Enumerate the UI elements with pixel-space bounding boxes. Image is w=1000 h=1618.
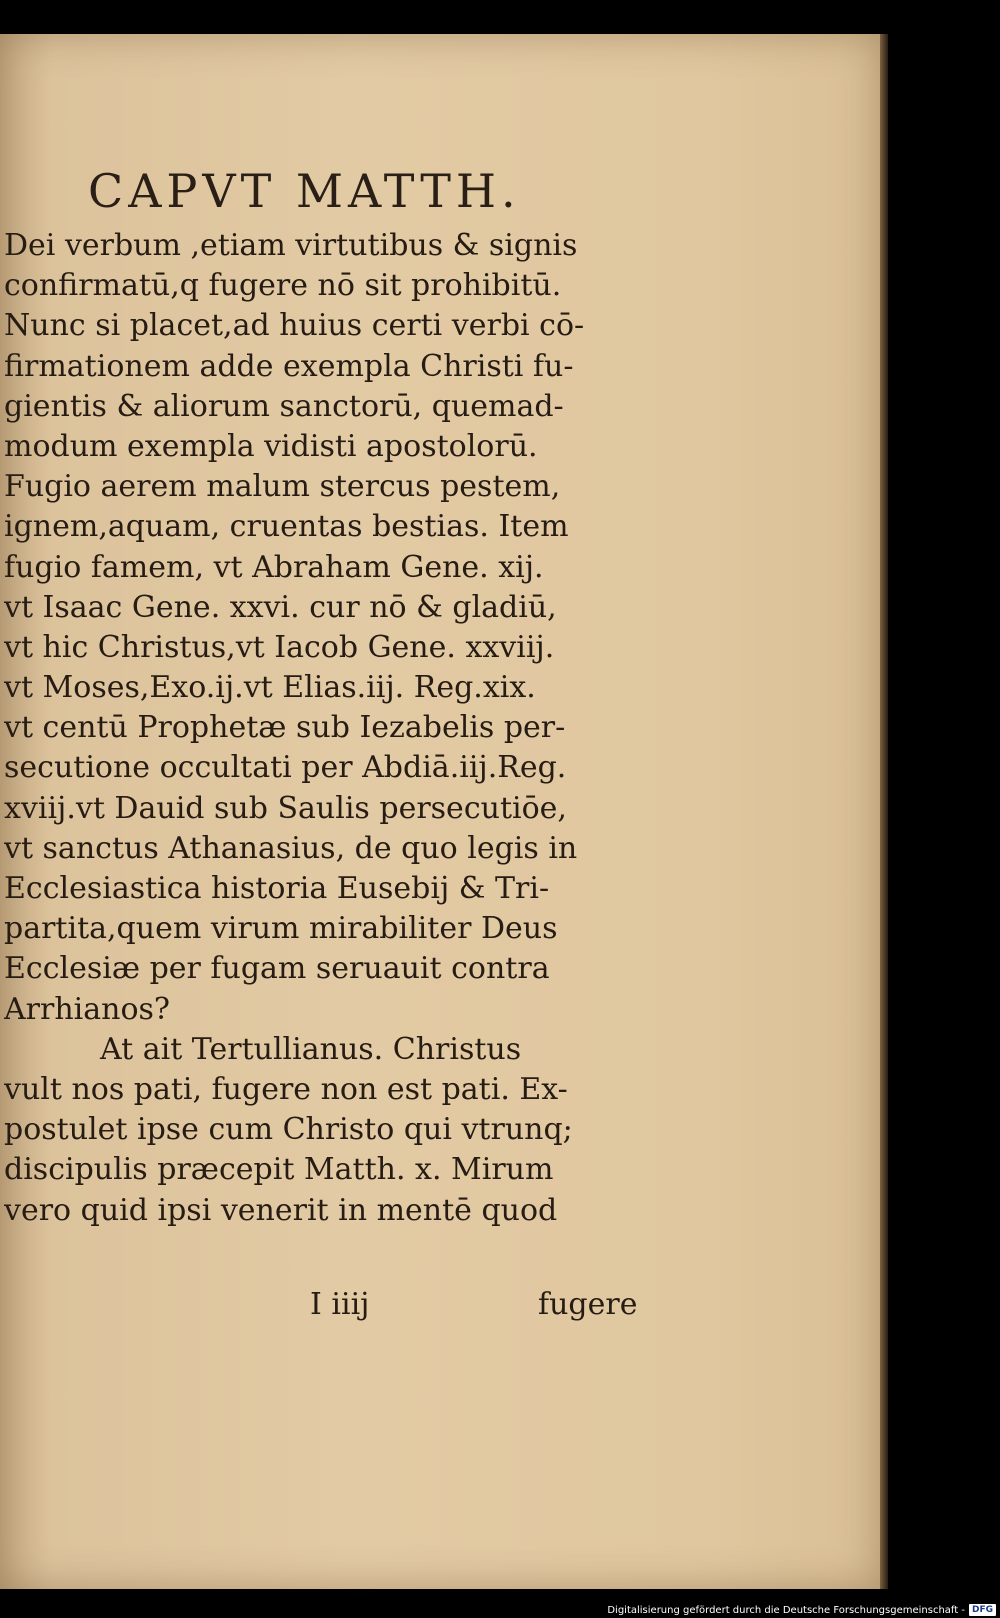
text-line: partita,quem virum mirabiliter Deus: [4, 911, 558, 947]
signature-mark: I iiij: [310, 1287, 370, 1322]
book-page: [0, 34, 880, 1589]
text-line: fugio famem, vt Abraham Gene. xij.: [4, 549, 544, 585]
text-line: Ecclesiæ per fugam seruauit contra: [4, 951, 550, 987]
text-line: Fugio aerem malum stercus pestem,: [4, 469, 561, 505]
dfg-logo-icon: DFG: [969, 1604, 996, 1616]
digitization-credit: [607, 1604, 996, 1616]
body-text: [4, 226, 654, 1231]
text-line: Nunc si placet,ad huius certi verbi cō-: [4, 308, 585, 344]
page-edge: [880, 34, 888, 1589]
text-line: discipulis præcepit Matth. x. Mirum: [4, 1152, 554, 1188]
text-line: postulet ipse cum Christo qui vtrunq;: [4, 1112, 573, 1148]
text-line: vt centū Prophetæ sub Iezabelis per-: [4, 710, 566, 746]
text-line: Ecclesiastica historia Eusebij & Tri-: [4, 871, 550, 906]
text-line: confirmatū,q fugere nō sit prohibitū.: [4, 268, 562, 304]
text-line: secutione occultati per Abdiā.iij.Reg.: [4, 750, 567, 786]
text-line: vt hic Christus,vt Iacob Gene. xxviij.: [4, 629, 555, 665]
text-line: vult nos pati, fugere non est pati. Ex-: [4, 1071, 568, 1107]
text-line: At ait Tertullianus. Christus: [100, 1031, 522, 1067]
text-line: ignem,aquam, cruentas bestias. Item: [4, 509, 569, 545]
text-line: xviij.vt Dauid sub Saulis persecutiōe,: [4, 790, 567, 826]
text-line: firmationem adde exempla Christi fu-: [4, 348, 574, 384]
text-line: vt Isaac Gene. xxvi. cur nō & gladiū,: [4, 589, 557, 625]
text-line: vt sanctus Athanasius, de quo legis in: [4, 830, 578, 866]
text-line: vero quid ipsi venerit in mentē quod: [4, 1192, 558, 1228]
page-footer: [0, 1287, 660, 1331]
running-heading: CAPVT MATTH.: [88, 164, 521, 218]
text-line: Arrhianos?: [4, 991, 171, 1027]
text-line: modum exempla vidisti apostolorū.: [4, 428, 538, 464]
text-line: gientis & aliorum sanctorū, quemad-: [4, 388, 564, 424]
catchword: fugere: [538, 1287, 638, 1322]
text-line: vt Moses,Exo.ij.vt Elias.iij. Reg.xix.: [4, 670, 536, 706]
credit-text: Digitalisierung gefördert durch die Deutsche Forschungsgemeinschaft -: [607, 1604, 965, 1616]
text-line: Dei verbum ,etiam virtutibus & signis: [4, 228, 578, 263]
